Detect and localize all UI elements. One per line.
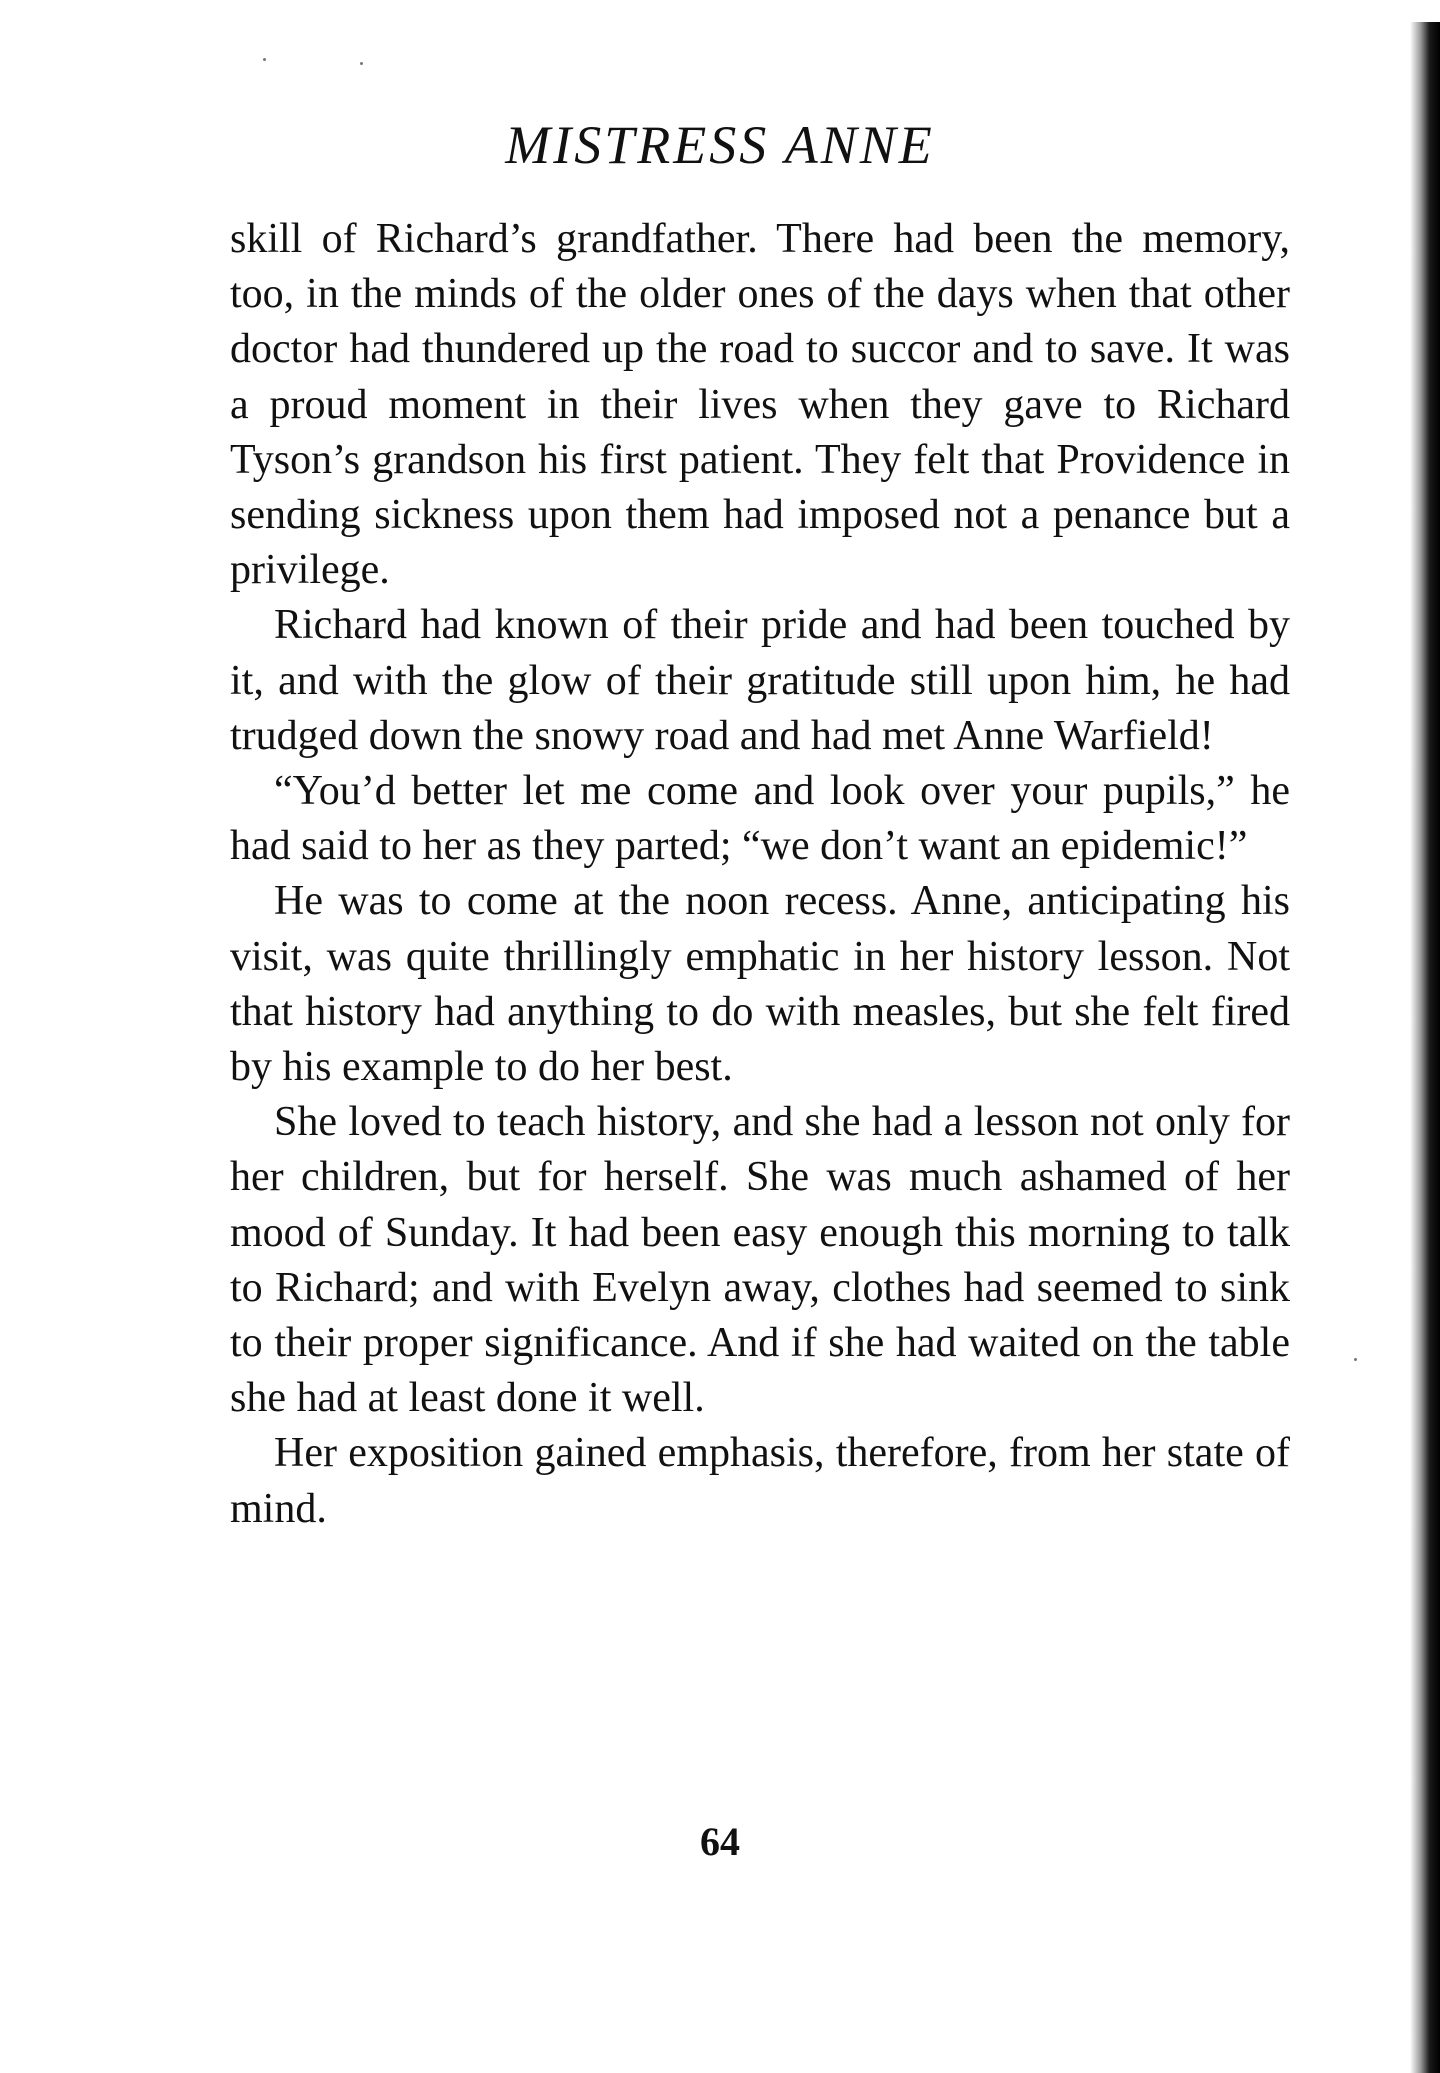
paper-speck [1354, 1358, 1357, 1361]
paragraph: Her exposition gained emphasis, therefore, from her state of mind. [230, 1430, 1290, 1532]
paragraph: She loved to teach history, and she had a lesson not only for her children, but for herself. She was much ashamed of her mood of Sunday. It had been easy enough this morning to talk to Richard; and with Evelyn away, clothes had seemed to sink to their proper significance. And if she had waited on the table she had at least done it well. [230, 1099, 1290, 1422]
page-number: 64 [700, 1819, 740, 1864]
paper-speck [360, 62, 363, 65]
paragraph: Richard had known of their pride and had been touched by it, and with the glow of their gratitude still upon him, he had trudged down the snowy road and had met Anne Warfield! [230, 602, 1290, 759]
page-binding-edge [1410, 22, 1440, 2073]
body-text [230, 212, 1290, 1537]
running-head: MISTRESS ANNE [505, 115, 935, 175]
paragraph: “You’d better let me come and look over your pupils,” he had said to her as they parted; “we don’t want an epidemic!” [230, 768, 1290, 870]
paper-speck [263, 58, 266, 61]
paragraph: skill of Richard’s grandfather. There had been the memory, too, in the minds of the older ones of the days when that other doctor had thundered up the road to succor and to save. It was a proud moment in their lives when they gave to Richard Tyson’s grandson his first patient. They felt that Providence in sending sickness upon them had imposed not a penance but a privilege. [230, 216, 1290, 594]
paragraph: He was to come at the noon recess. Anne, anticipating his visit, was quite thrillingly emphatic in her history lesson. Not that history had anything to do with measles, but she felt fired by his example to do her best. [230, 878, 1290, 1091]
